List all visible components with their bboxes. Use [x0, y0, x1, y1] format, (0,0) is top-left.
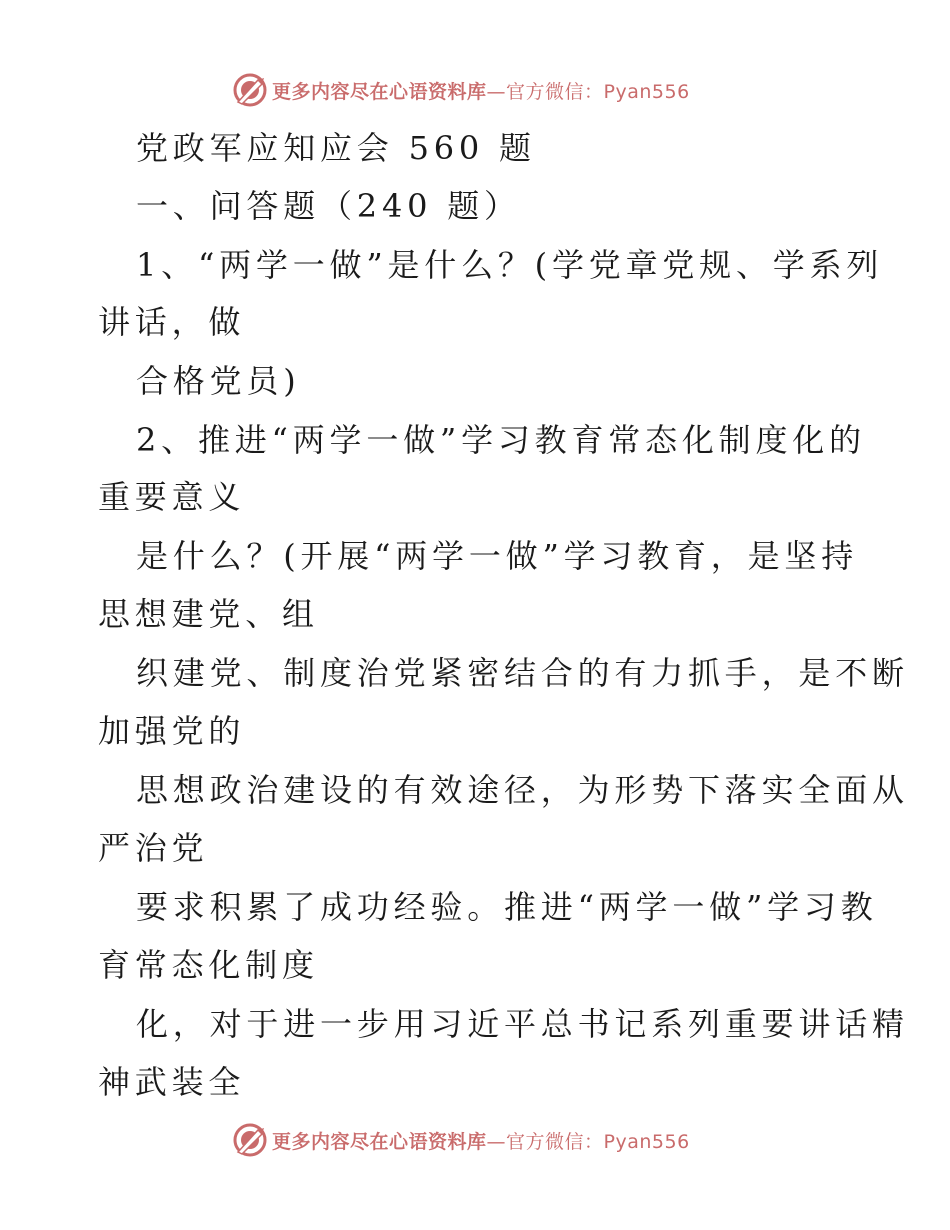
text-line: 1、“两学一做”是什么？(学党章党规、学系列 — [136, 246, 884, 284]
document-title: 党政军应知应会 560 题 — [136, 129, 536, 167]
section-heading: 一、问答题（240 题） — [136, 187, 521, 225]
footer-watermark — [232, 1120, 690, 1160]
text-line: 讲话，做 — [98, 303, 246, 341]
text-line: 织建党、制度治党紧密结合的有力抓手，是不断 — [136, 654, 909, 692]
text-line: 严治党 — [98, 829, 209, 867]
watermark-promo-text: 更多内容尽在心语资料库 — [272, 1130, 487, 1153]
text-line: 2、推进“两学一做”学习教育常态化制度化的 — [136, 421, 866, 459]
text-line: 育常态化制度 — [98, 946, 319, 984]
text-line: 思想建党、组 — [98, 595, 319, 633]
text-line: 重要意义 — [98, 478, 246, 516]
text-line: 思想政治建设的有效途径，为形势下落实全面从 — [136, 771, 909, 809]
seal-pen-icon — [232, 1122, 268, 1158]
seal-pen-icon — [232, 72, 268, 108]
text-line: 合格党员) — [136, 362, 301, 400]
text-line: 要求积累了成功经验。推进“两学一做”学习教 — [136, 888, 878, 926]
watermark-promo-text: 更多内容尽在心语资料库 — [272, 80, 487, 103]
text-line: 加强党的 — [98, 712, 246, 750]
watermark-contact-text: —官方微信：Pyan556 — [486, 80, 690, 103]
header-watermark — [232, 70, 690, 110]
text-line: 神武装全 — [98, 1063, 246, 1101]
watermark-contact-text: —官方微信：Pyan556 — [486, 1130, 690, 1153]
text-line: 化，对于进一步用习近平总书记系列重要讲话精 — [136, 1005, 909, 1043]
text-line: 是什么？(开展“两学一做”学习教育，是坚持 — [136, 537, 859, 575]
